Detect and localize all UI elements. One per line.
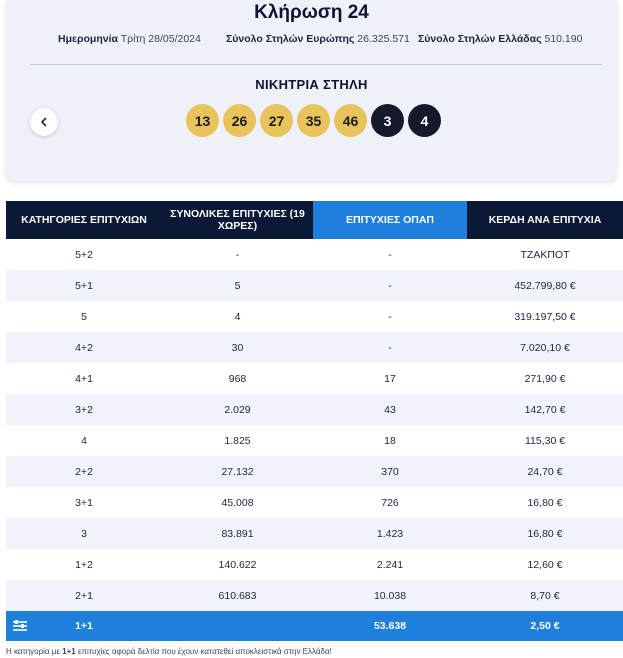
cell-total-wins: 968 xyxy=(162,363,313,394)
table-row xyxy=(6,270,623,301)
cell-prize: 452.799,80 € xyxy=(467,270,623,301)
cell-prize: 24,70 € xyxy=(467,456,623,487)
cell-category: 5 xyxy=(6,301,162,332)
cell-prize: 12,60 € xyxy=(467,549,623,580)
cell-category: 2+1 xyxy=(6,580,162,611)
greece-columns-value: 510.190 xyxy=(544,33,583,45)
cell-opap-wins: 726 xyxy=(313,487,467,518)
prize-table-header xyxy=(6,201,623,239)
header-opap-wins: ΕΠΙΤΥΧΙΕΣ ΟΠΑΠ xyxy=(313,201,467,239)
draw-summary-card xyxy=(6,0,617,181)
cell-category: 1+2 xyxy=(6,549,162,580)
cell-prize: 7.020,10 € xyxy=(467,332,623,363)
cell-category: 4+1 xyxy=(6,363,162,394)
cell-total-wins: 30 xyxy=(162,332,313,363)
cell-total-wins: 140.622 xyxy=(162,549,313,580)
cell-opap-wins: - xyxy=(313,239,467,270)
main-number-ball: 46 xyxy=(334,104,367,137)
main-number-ball: 13 xyxy=(186,104,219,137)
cell-category: 5+2 xyxy=(6,239,162,270)
table-row xyxy=(6,518,623,549)
table-row xyxy=(6,301,623,332)
cell-opap-wins: 1.423 xyxy=(313,518,467,549)
cell-prize: 16,80 € xyxy=(467,518,623,549)
total-cell-prize: 2,50 € xyxy=(467,611,623,641)
cell-opap-wins: - xyxy=(313,301,467,332)
cell-category: 5+1 xyxy=(6,270,162,301)
europe-columns-value: 26.325.571 xyxy=(357,33,410,45)
total-row xyxy=(6,611,623,641)
cell-opap-wins: - xyxy=(313,270,467,301)
header-prize-per-win: ΚΕΡΔΗ ΑΝΑ ΕΠΙΤΥΧΙΑ xyxy=(467,201,623,239)
cell-category: 3+2 xyxy=(6,394,162,425)
total-cell-opap-wins: 53.638 xyxy=(313,611,467,641)
table-row xyxy=(6,332,623,363)
list-sliders-icon xyxy=(12,619,28,636)
cell-total-wins: 4 xyxy=(162,301,313,332)
winning-column-label: ΝΙΚΗΤΡΙΑ ΣΤΗΛΗ xyxy=(255,77,368,92)
cell-total-wins: 5 xyxy=(162,270,313,301)
cell-total-wins: 45.008 xyxy=(162,487,313,518)
cell-opap-wins: 10.038 xyxy=(313,580,467,611)
cell-total-wins: 610.683 xyxy=(162,580,313,611)
draw-date-value: Τρίτη 28/05/2024 xyxy=(120,33,201,45)
draw-title: Κλήρωση 24 xyxy=(254,2,369,23)
greece-columns xyxy=(418,33,582,45)
main-number-ball: 35 xyxy=(297,104,330,137)
cell-opap-wins: - xyxy=(313,332,467,363)
cell-category: 4+2 xyxy=(6,332,162,363)
table-row xyxy=(6,363,623,394)
euro-number-ball: 3 xyxy=(371,104,404,137)
footnote xyxy=(6,647,332,656)
cell-prize: ΤΖΑΚΠΟΤ xyxy=(467,239,623,270)
cell-opap-wins: 370 xyxy=(313,456,467,487)
main-number-ball: 27 xyxy=(260,104,293,137)
cell-opap-wins: 2.241 xyxy=(313,549,467,580)
cell-total-wins: 1.825 xyxy=(162,425,313,456)
cell-total-wins: 2.029 xyxy=(162,394,313,425)
cell-total-wins: 27.132 xyxy=(162,456,313,487)
footnote-bold: 1+1 xyxy=(62,647,76,656)
cell-prize: 271,90 € xyxy=(467,363,623,394)
total-cell-total-wins xyxy=(162,611,313,641)
draw-date-label: Ημερομηνία xyxy=(58,33,118,45)
cell-prize: 8,70 € xyxy=(467,580,623,611)
table-row xyxy=(6,425,623,456)
main-number-ball: 26 xyxy=(223,104,256,137)
total-category-label: 1+1 xyxy=(75,620,93,632)
greece-columns-label: Σύνολο Στηλών Ελλάδας xyxy=(418,33,542,45)
header-divider xyxy=(30,64,602,65)
total-cell-category xyxy=(6,611,162,641)
cell-opap-wins: 18 xyxy=(313,425,467,456)
cell-prize: 16,80 € xyxy=(467,487,623,518)
table-row xyxy=(6,487,623,518)
table-row xyxy=(6,456,623,487)
table-row xyxy=(6,394,623,425)
table-row xyxy=(6,580,623,611)
chevron-left-icon xyxy=(39,117,49,127)
europe-columns xyxy=(226,33,410,45)
cell-category: 3 xyxy=(6,518,162,549)
winning-numbers xyxy=(186,104,441,138)
cell-category: 3+1 xyxy=(6,487,162,518)
previous-draw-button[interactable] xyxy=(30,108,58,136)
cell-category: 4 xyxy=(6,425,162,456)
cell-total-wins: - xyxy=(162,239,313,270)
cell-category: 2+2 xyxy=(6,456,162,487)
table-row xyxy=(6,239,623,270)
euro-number-ball: 4 xyxy=(408,104,441,137)
europe-columns-label: Σύνολο Στηλών Ευρώπης xyxy=(226,33,355,45)
header-categories: ΚΑΤΗΓΟΡΙΕΣ ΕΠΙΤΥΧΙΩΝ xyxy=(6,201,162,239)
draw-date xyxy=(58,33,201,45)
footnote-prefix: Η κατηγορία με xyxy=(6,647,63,656)
table-row xyxy=(6,549,623,580)
footnote-suffix: επιτυχίες αφορά δελτία που έχουν κατατεθεί αποκλειστικά στην Ελλάδα! xyxy=(75,647,332,656)
cell-prize: 319.197,50 € xyxy=(467,301,623,332)
header-total-wins: ΣΥΝΟΛΙΚΕΣ ΕΠΙΤΥΧΙΕΣ (19 ΧΩΡΕΣ) xyxy=(162,201,313,239)
cell-opap-wins: 17 xyxy=(313,363,467,394)
cell-total-wins: 83.891 xyxy=(162,518,313,549)
cell-prize: 115,30 € xyxy=(467,425,623,456)
prize-table xyxy=(6,201,623,641)
cell-opap-wins: 43 xyxy=(313,394,467,425)
cell-prize: 142,70 € xyxy=(467,394,623,425)
